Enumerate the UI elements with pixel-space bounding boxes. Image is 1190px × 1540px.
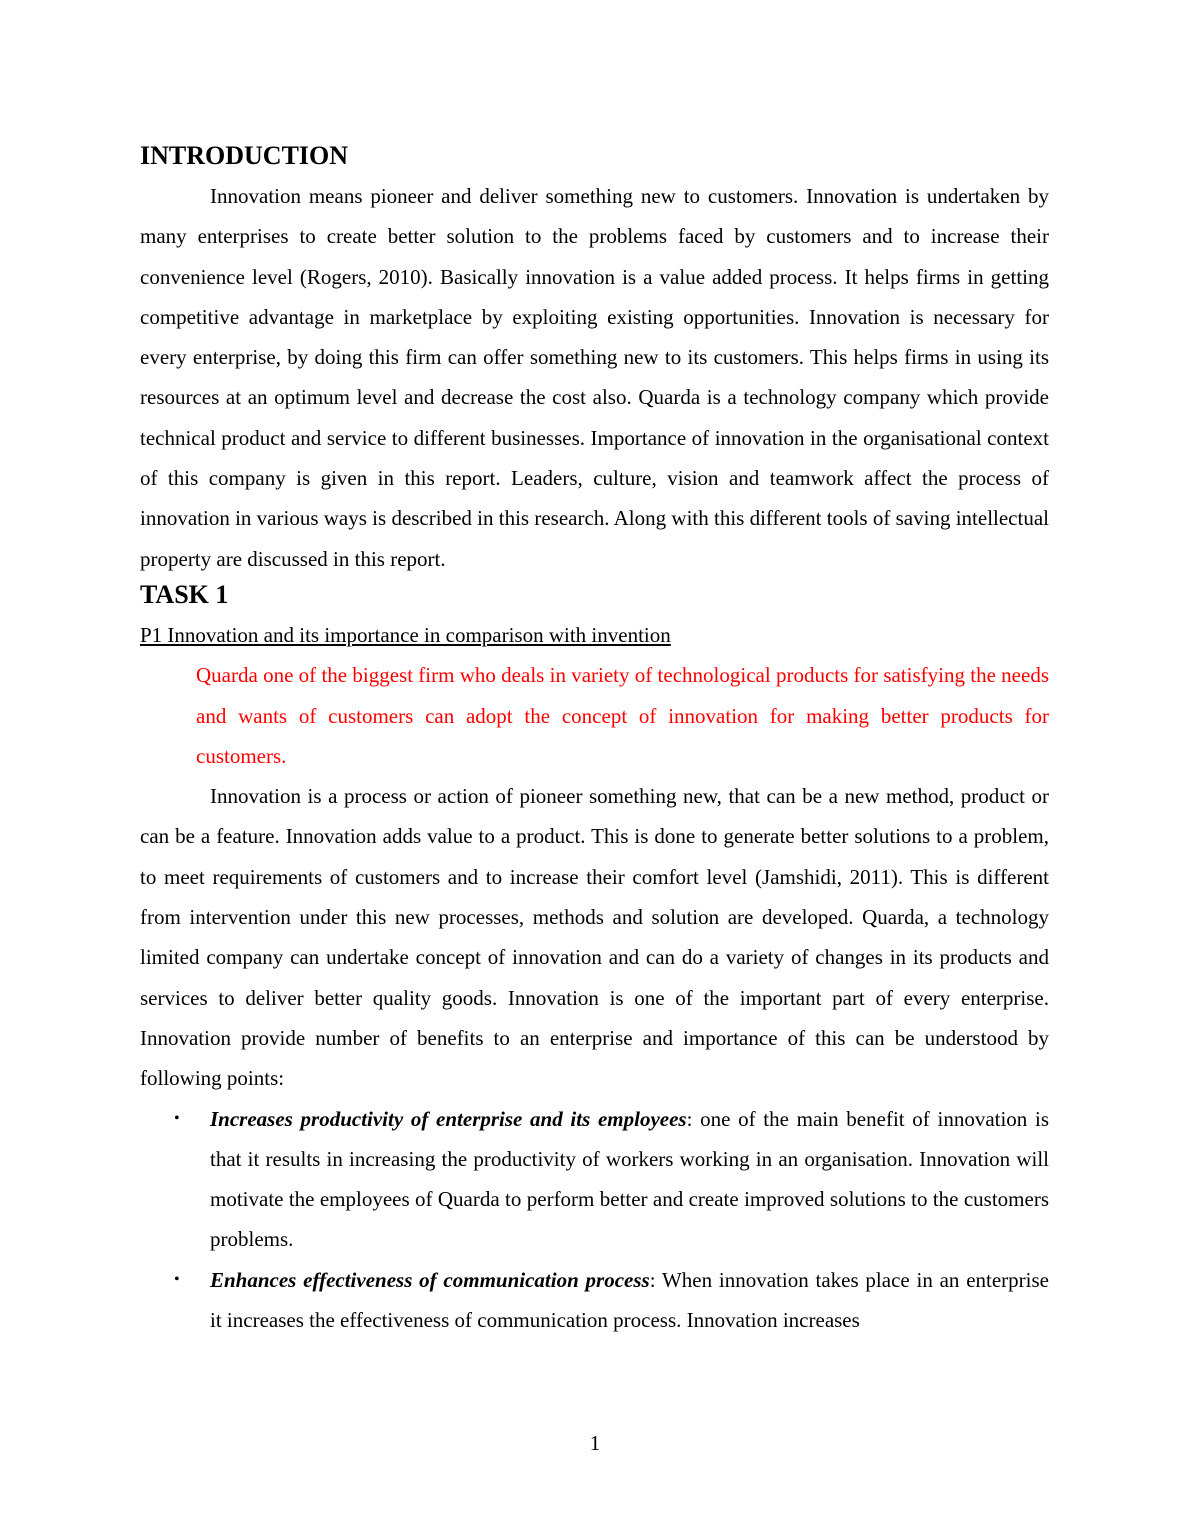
point-term: Enhances effectiveness of communication process <box>210 1267 650 1292</box>
list-item <box>174 1099 1049 1260</box>
introduction-heading: INTRODUCTION <box>140 141 349 170</box>
task1-heading: TASK 1 <box>140 579 229 609</box>
bullet-icon: • <box>174 1109 180 1127</box>
list-item <box>174 1260 1049 1341</box>
point-text: : When innovation takes place in an enterprise it increases the effectiveness of communication process. Innovation increases <box>210 1267 1049 1333</box>
page-number: 1 <box>589 1431 601 1455</box>
task1-note: Quarda one of the biggest firm who deals in variety of technological products for satisfying the needs and wants of customers can adopt the concept of innovation for making better products for customers. <box>196 663 1049 768</box>
bullet-icon: • <box>174 1270 180 1288</box>
point-term: Increases productivity of enterprise and its employees <box>210 1106 687 1131</box>
benefits-list <box>140 1099 1049 1341</box>
introduction-paragraph: Innovation means pioneer and deliver something new to customers. Innovation is undertaken by many enterprises to create better solution to the problems faced by customers and to increase their convenience level (Rogers, 2010). Basically innovation is a value added process. It helps firms in getting competitive advantage in marketplace by exploiting existing opportunities. Innovation is necessary for every enterprise, by doing this firm can offer something new to its customers. This helps firms in using its resources at an optimum level and decrease the cost also. Quarda is a technology company which provide technical product and service to different businesses. Importance of innovation in the organisational context of this company is given in this report. Leaders, culture, vision and teamwork affect the process of innovation in various ways is described in this research. Along with this different tools of saving intellectual property are discussed in this report. <box>140 184 1049 571</box>
task1-subheading: P1 Innovation and its importance in comparison with invention <box>140 622 671 647</box>
task1-paragraph: Innovation is a process or action of pioneer something new, that can be a new method, product or can be a feature. Innovation adds value to a product. This is done to generate better solutions to a problem, to meet requirements of customers and to increase their comfort level (Jamshidi, 2011). This is different from intervention under this new processes, methods and solution are developed. Quarda, a technology limited company can undertake concept of innovation and can do a variety of changes in its products and services to deliver better quality goods. Innovation is one of the important part of every enterprise. Innovation provide number of benefits to an enterprise and importance of this can be understood by following points: <box>140 784 1049 1091</box>
point-text: : one of the main benefit of innovation is that it results in increasing the productivity of workers working in an organisation. Innovation will motivate the employees of Quarda to perform better and create improved solutions to the customers problems. <box>210 1106 1049 1252</box>
document-page <box>140 140 1049 1340</box>
